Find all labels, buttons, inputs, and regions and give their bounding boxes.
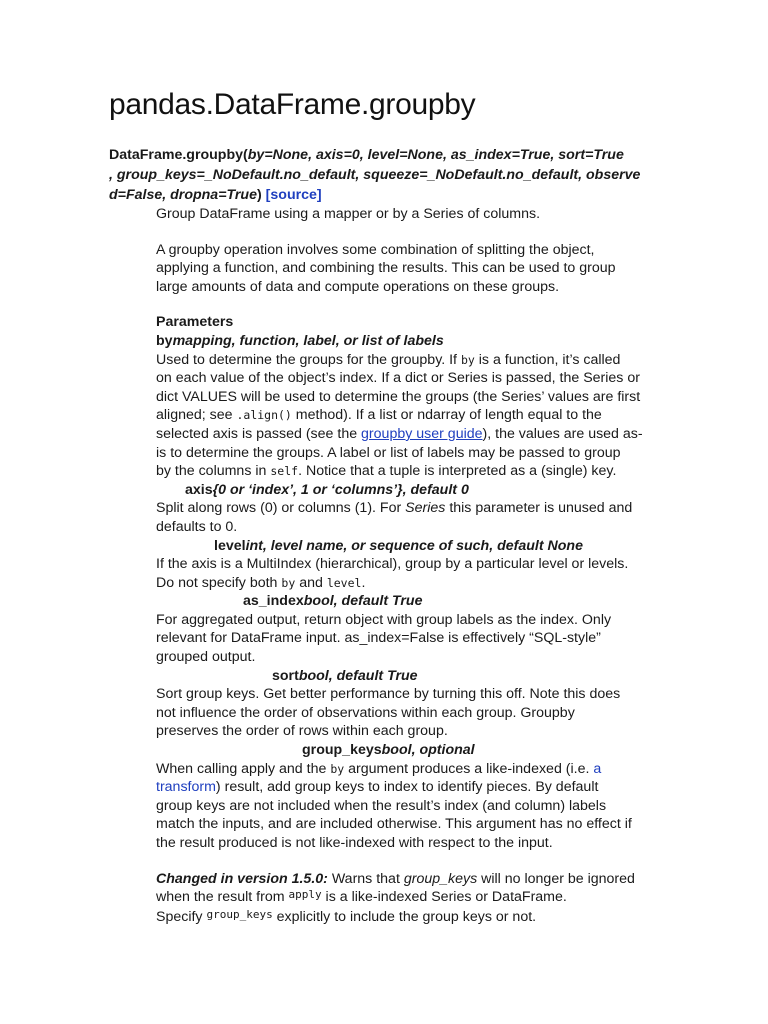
param-name: as_index	[243, 593, 304, 610]
param-group-keys-heading	[156, 741, 656, 760]
sig-default: =False,	[117, 187, 171, 203]
source-link[interactable]: [source]	[265, 187, 322, 203]
sig-param-sort: sort	[558, 147, 586, 163]
sig-default: =None,	[264, 147, 316, 163]
sig-default: =None,	[399, 147, 451, 163]
param-level-desc: If the axis is a MultiIndex (hierarchical), group by a particular level or levels.	[156, 556, 629, 573]
param-by-desc: dict VALUES will be used to determine the groups (the Series’ values are first	[156, 388, 641, 405]
sig-param-observed-tail: d	[109, 187, 118, 203]
transform-link[interactable]: transform	[156, 779, 216, 796]
param-name: sort	[272, 667, 299, 684]
parameters-heading: Parameters	[156, 314, 234, 331]
description-line: A groupby operation involves some combination of splitting the object,	[156, 241, 595, 258]
groupby-user-guide-link[interactable]: groupby user guide	[361, 425, 483, 442]
param-name: by	[156, 332, 173, 349]
sig-default: =0,	[343, 147, 368, 163]
sig-default: =True	[585, 147, 624, 163]
sig-name: DataFrame.groupby(	[109, 147, 248, 163]
version-change-note: Specify $^{group\_keys}$ explicitly to include the group keys or not.	[156, 907, 537, 925]
param-sort-desc: preserves the order of rows within each group.	[156, 723, 448, 740]
param-type: int, level name, or sequence of such, default None	[245, 537, 583, 554]
param-by-desc: is to determine the groups. A label or list of labels may be passed to group	[156, 444, 621, 461]
param-group-keys-desc: group keys are not included when the result’s index (and column) labels	[156, 797, 607, 814]
sig-param-squeeze: squeeze	[363, 167, 420, 183]
param-as-index-desc: relevant for DataFrame input. as_index=False is effectively “SQL-style”	[156, 630, 601, 647]
param-as-index-desc: grouped output.	[156, 649, 256, 666]
param-as-index-desc: For aggregated output, return object with group labels as the index. Only	[156, 611, 612, 628]
sig-param-by: by	[247, 147, 265, 163]
sig-param-level: level	[367, 147, 400, 163]
param-sort-heading	[156, 667, 656, 686]
sig-param-axis: axis	[315, 147, 344, 163]
param-by-desc: on each value of the object’s index. If a dict or Series is passed, the Series or	[156, 370, 640, 387]
sig-param-dropna: dropna	[170, 187, 219, 203]
sig-param-observed: observe	[586, 167, 641, 183]
transform-link[interactable]: a	[593, 760, 602, 777]
param-name: level	[214, 537, 246, 554]
param-by-desc: Used to determine the groups for the groupby. If by is a function, it’s called	[156, 351, 621, 368]
description-line: large amounts of data and compute operations on these groups.	[156, 278, 560, 295]
param-type: bool, default True	[303, 593, 423, 610]
param-axis-desc: defaults to 0.	[156, 518, 238, 535]
param-axis-desc: Split along rows (0) or columns (1). For Series this parameter is unused and	[156, 500, 633, 517]
param-level-heading	[156, 537, 656, 556]
param-as-index-heading	[156, 592, 656, 611]
sig-default: =_NoDefault.no_default,	[419, 167, 586, 183]
param-sort-desc: Sort group keys. Get better performance by turning this off. Note this does	[156, 686, 621, 703]
param-name: group_keys	[302, 742, 382, 759]
param-type: bool, default True	[298, 667, 418, 684]
param-group-keys-desc: transform) result, add group keys to index to identify pieces. By default	[156, 779, 599, 796]
sig-default: =_NoDefault.no_default,	[196, 167, 364, 183]
param-by-heading	[156, 332, 656, 351]
param-level-desc: Do not specify both by and level.	[156, 574, 366, 591]
description-line: applying a function, and combining the results. This can be used to group	[156, 260, 616, 277]
summary: Group DataFrame using a mapper or by a Series of columns.	[156, 206, 541, 222]
page-title: pandas.DataFrame.groupby	[109, 88, 476, 121]
sig-close: )	[256, 187, 266, 203]
param-name: axis	[185, 481, 213, 498]
param-group-keys-desc: When calling apply and the by argument produces a like-indexed (i.e. a	[156, 760, 602, 777]
param-by-desc: selected axis is passed (see the groupby user guide), the values are used as-	[156, 425, 643, 442]
sig-default: =True	[218, 187, 257, 203]
sig-param-group-keys: , group_keys	[109, 167, 197, 183]
sig-param-as-index: as_index	[450, 147, 512, 163]
doc-body	[156, 205, 656, 927]
version-change-note: Changed in version 1.5.0: Warns that group_keys will no longer be ignored	[156, 870, 635, 887]
function-signature	[109, 145, 659, 205]
param-group-keys-desc: match the inputs, and are included otherwise. This argument has no effect if	[156, 816, 632, 833]
param-type: mapping, function, label, or list of labels	[172, 332, 444, 349]
param-type: bool, optional	[381, 742, 475, 759]
param-type: {0 or ‘index’, 1 or ‘columns’}, default 0	[212, 481, 469, 498]
param-axis-heading	[156, 481, 656, 500]
sig-default: =True,	[511, 147, 559, 163]
param-by-desc: by the columns in self. Notice that a tuple is interpreted as a (single) key.	[156, 463, 617, 480]
param-by-desc: aligned; see .align() method). If a list or ndarray of length equal to the	[156, 407, 602, 424]
param-group-keys-desc: the result produced is not like-indexed with respect to the input.	[156, 835, 553, 851]
version-change-note: when the result from $^{apply}$ is a like-indexed Series or DataFrame.	[156, 888, 567, 906]
param-sort-desc: not influence the order of observations within each group. Groupby	[156, 704, 575, 721]
version-change-label: Changed in version 1.5.0:	[156, 870, 328, 887]
